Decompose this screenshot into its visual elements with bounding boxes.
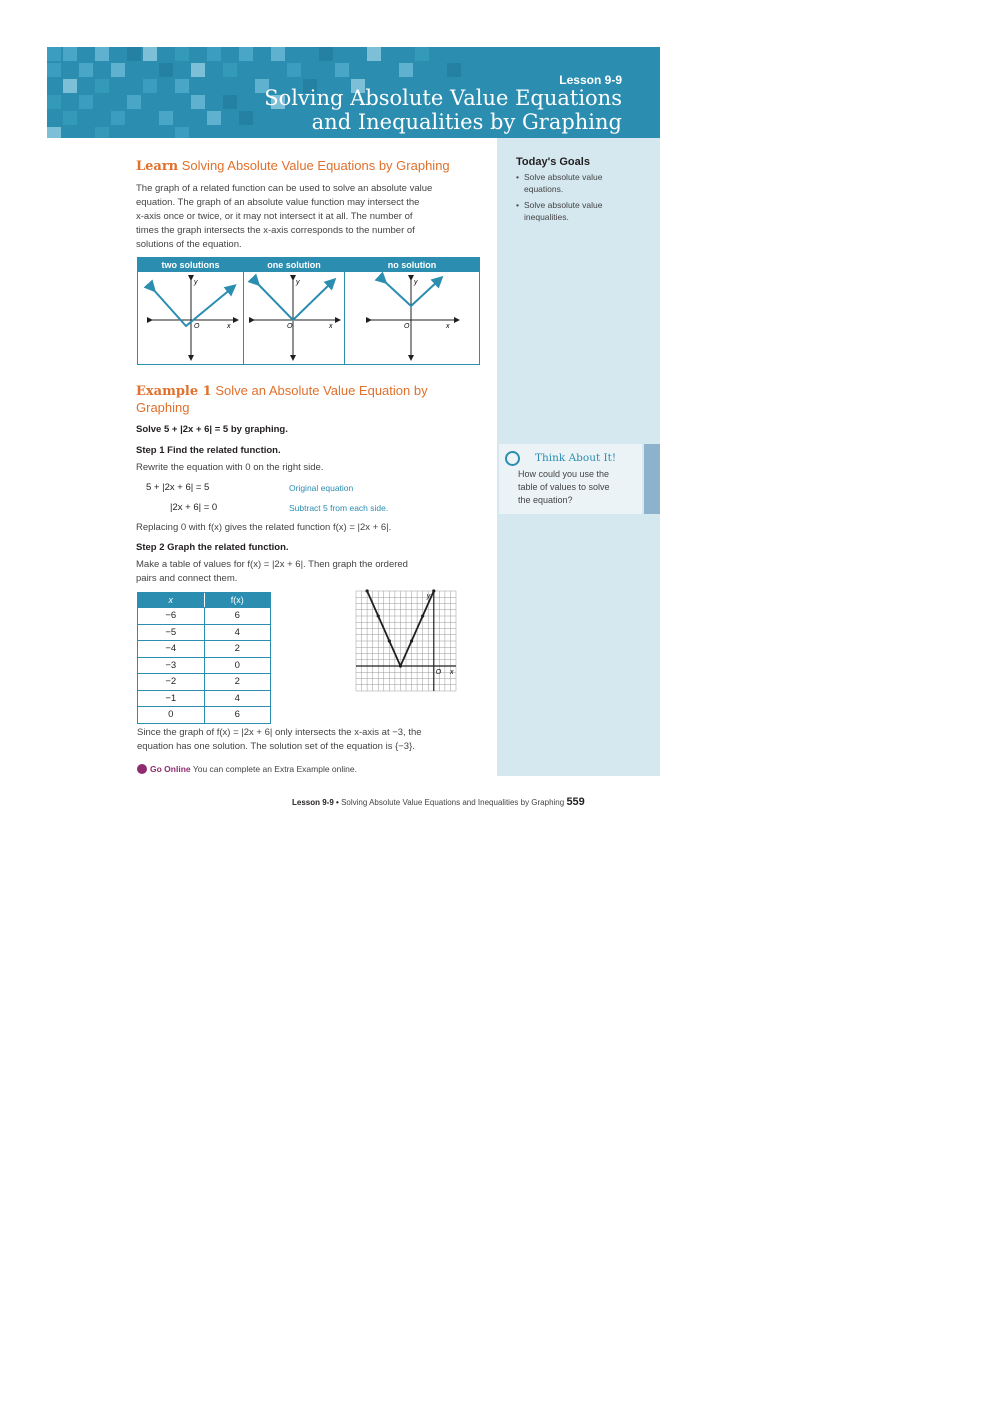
origin-label: O	[287, 323, 293, 330]
pattern-square	[447, 63, 461, 77]
example-prompt: Solve 5 + |2x + 6| = 5 by graphing.	[136, 424, 288, 435]
goal-line: • Solve absolute value	[524, 200, 603, 210]
pattern-square	[143, 79, 157, 93]
pattern-square	[207, 111, 221, 125]
page-footer	[292, 796, 585, 808]
pattern-square	[63, 79, 77, 93]
header-fx: f(x)	[204, 593, 271, 607]
step2-line: Make a table of values for f(x) = |2x + 6|. Then graph the ordered	[136, 559, 408, 570]
lesson-title	[264, 86, 622, 134]
pattern-square	[159, 111, 173, 125]
pattern-square	[95, 127, 109, 138]
equation-subtracted: |2x + 6| = 0	[170, 502, 218, 513]
header-one-solution: one solution	[244, 258, 344, 272]
conclusion-text	[137, 726, 482, 754]
pattern-square	[271, 47, 285, 61]
learn-paragraph	[136, 182, 481, 252]
cell-x: −2	[165, 676, 177, 687]
x-label: x	[329, 323, 333, 330]
equation-original-note: Original equation	[289, 483, 354, 493]
two-solutions-graph	[138, 272, 243, 364]
header-no-solution: no solution	[345, 258, 479, 272]
cell-x: −6	[165, 610, 177, 621]
data-point	[388, 639, 391, 642]
learn-heading	[136, 158, 450, 175]
learn-tag: Learn	[136, 159, 179, 174]
pattern-square	[207, 47, 221, 61]
y-label: y	[194, 279, 198, 286]
y-label: y	[296, 279, 300, 286]
paragraph-line: The graph of a related function can be used to solve an absolute value	[136, 183, 433, 194]
thought-bubble-icon	[505, 451, 520, 466]
pattern-square	[223, 63, 237, 77]
pattern-square	[367, 47, 381, 61]
footer-separator: •	[336, 798, 339, 807]
pattern-square	[63, 47, 77, 61]
graph-y-label: y	[426, 593, 431, 600]
lesson-title-line1: Solving Absolute Value Equations	[264, 86, 622, 110]
origin-label: O	[194, 323, 200, 330]
pattern-square	[415, 47, 429, 61]
pattern-square	[95, 79, 109, 93]
pattern-square	[47, 47, 61, 61]
x-label: x	[446, 323, 450, 330]
example-tag: Example 1	[136, 384, 212, 399]
goal-item	[516, 171, 651, 195]
goals-title: Today's Goals	[516, 156, 590, 168]
values-table	[137, 592, 271, 724]
goal-line: • Solve absolute value	[524, 172, 603, 182]
pattern-square	[239, 111, 253, 125]
think-about-it-box	[499, 444, 642, 514]
goal-item	[516, 199, 651, 223]
think-line: table of values to solve	[518, 482, 610, 492]
pattern-square	[111, 111, 125, 125]
table-row	[138, 706, 270, 723]
goal-line: equations.	[524, 184, 564, 194]
data-point	[366, 589, 369, 592]
pattern-square	[79, 95, 93, 109]
cell-fx: 4	[204, 691, 271, 707]
data-point	[410, 639, 413, 642]
table-row	[138, 673, 270, 690]
absolute-value-curve	[256, 282, 332, 320]
data-point	[432, 589, 435, 592]
values-table-header	[138, 593, 270, 607]
table-row	[138, 624, 270, 641]
pattern-square	[399, 63, 413, 77]
pattern-square	[159, 63, 173, 77]
cell-x: 0	[168, 709, 174, 720]
data-point	[421, 614, 424, 617]
pattern-square	[47, 95, 61, 109]
pattern-square	[335, 63, 349, 77]
example-heading-text: Solve an Absolute Value Equation by	[215, 383, 428, 398]
related-function-text: Replacing 0 with f(x) gives the related function f(x) = |2x + 6|.	[136, 522, 392, 533]
step1-title: Step 1 Find the related function.	[136, 445, 281, 456]
cell-x: −5	[165, 626, 177, 638]
one-solution-graph	[244, 272, 344, 364]
equation-original: 5 + |2x + 6| = 5	[146, 482, 210, 493]
step2-text	[136, 558, 408, 586]
pattern-square	[175, 47, 189, 61]
go-online-text: You can complete an Extra Example online.	[192, 764, 357, 774]
think-title: Think About It!	[535, 452, 617, 464]
pattern-square	[111, 63, 125, 77]
goal-line: inequalities.	[524, 212, 569, 222]
cell-x: −1	[165, 692, 177, 704]
example-heading-line1	[136, 383, 481, 400]
step2-line: pairs and connect them.	[136, 573, 238, 584]
cell-fx: 2	[204, 674, 271, 690]
lesson-title-line2: and Inequalities by Graphing	[311, 110, 622, 134]
paragraph-line: x-axis once or twice, or it may not intersect it at all. The number of	[136, 211, 413, 222]
lesson-header	[47, 47, 660, 138]
solutions-table	[137, 257, 480, 365]
conclusion-line: Since the graph of f(x) = |2x + 6| only intersects the x-axis at −3, the	[137, 727, 422, 738]
pattern-square	[175, 127, 189, 138]
think-tab	[644, 444, 660, 514]
graph-x-label: x	[450, 669, 454, 676]
pattern-square	[319, 47, 333, 61]
y-label: y	[414, 279, 418, 286]
equation-subtracted-note: Subtract 5 from each side.	[289, 503, 389, 513]
pattern-square	[175, 79, 189, 93]
graph-grid	[356, 591, 456, 691]
table-row	[138, 657, 270, 674]
pattern-square	[63, 111, 77, 125]
pattern-square	[47, 63, 61, 77]
conclusion-line: equation has one solution. The solution set of the equation is {−3}.	[137, 741, 415, 752]
pattern-square	[79, 63, 93, 77]
paragraph-line: times the graph intersects the x-axis corresponds to the number of	[136, 225, 415, 236]
pattern-square	[191, 63, 205, 77]
pattern-square	[95, 47, 109, 61]
cell-x: −4	[165, 643, 177, 654]
pattern-square	[223, 95, 237, 109]
step2-title: Step 2 Graph the related function.	[136, 542, 289, 553]
think-line: the equation?	[518, 495, 573, 505]
table-row	[138, 690, 270, 707]
example-heading-line2: Graphing	[136, 400, 190, 415]
pattern-square	[191, 95, 205, 109]
learn-heading-text: Solving Absolute Value Equations by Graphing	[181, 158, 450, 173]
go-online-label[interactable]: Go Online	[150, 764, 191, 774]
lesson-number: Lesson 9-9	[559, 73, 622, 87]
pattern-square	[287, 63, 301, 77]
header-two-solutions: two solutions	[138, 258, 243, 272]
cell-fx: 6	[204, 707, 271, 723]
data-point	[377, 614, 380, 617]
table-row	[138, 607, 270, 624]
step1-text: Rewrite the equation with 0 on the right side.	[136, 462, 324, 473]
paragraph-line: solutions of the equation.	[136, 239, 242, 250]
function-graph	[353, 588, 459, 694]
goals-list	[516, 171, 651, 227]
pattern-square	[127, 47, 141, 61]
page-number: 559	[566, 796, 585, 808]
example-heading	[136, 383, 481, 416]
sidebar	[497, 138, 660, 776]
header-x: x	[168, 595, 173, 605]
table-row	[138, 640, 270, 657]
cell-x: −3	[165, 659, 177, 671]
go-online[interactable]	[137, 764, 357, 774]
origin-label: O	[404, 323, 410, 330]
pattern-square	[127, 95, 141, 109]
go-online-icon	[137, 764, 147, 774]
pattern-square	[143, 47, 157, 61]
think-line: How could you use the	[518, 469, 610, 479]
paragraph-line: equation. The graph of an absolute value function may intersect the	[136, 197, 420, 208]
cell-fx: 0	[204, 658, 271, 674]
no-solution-graph	[345, 272, 479, 364]
data-point	[399, 664, 402, 667]
pattern-square	[47, 127, 61, 138]
graph-origin-label: O	[435, 669, 442, 676]
think-text	[518, 468, 636, 507]
cell-fx: 6	[204, 608, 271, 624]
cell-fx: 2	[204, 641, 271, 657]
pattern-square	[239, 47, 253, 61]
footer-lesson: Lesson 9-9	[292, 798, 334, 807]
footer-title: Solving Absolute Value Equations and Inequalities by Graphing	[341, 798, 565, 807]
cell-fx: 4	[204, 625, 271, 641]
x-label: x	[227, 323, 231, 330]
